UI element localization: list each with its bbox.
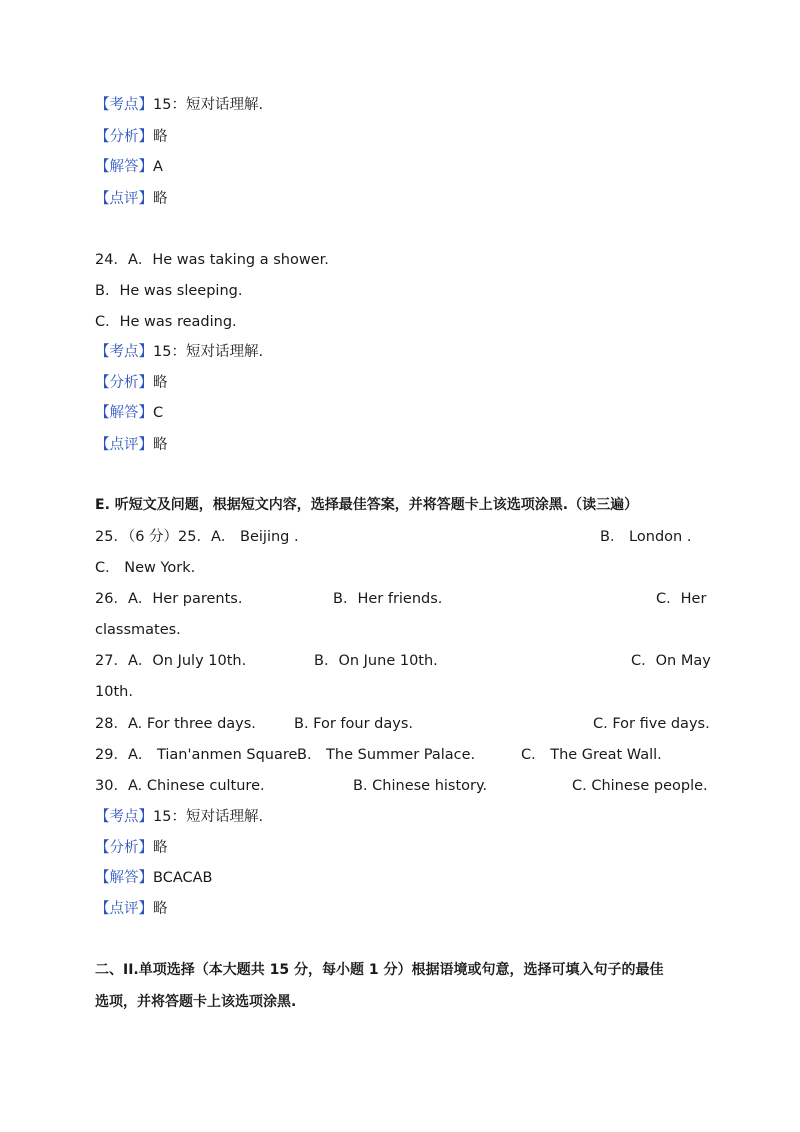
q25-option-a: 25．（6 分）25．A． Beijing . bbox=[95, 529, 299, 545]
kaodian-line bbox=[95, 95, 263, 115]
fenxi-text: 略 bbox=[153, 840, 168, 856]
jieda-line bbox=[95, 157, 163, 177]
section-2-heading-line1: 二、II.单项选择（本大题共 15 分，每小题 1 分）根据语境或句意，选择可填入句子的最佳 bbox=[95, 962, 664, 978]
kaodian-text: 15：短对话理解. bbox=[153, 344, 264, 360]
jieda-tag: 【解答】 bbox=[95, 405, 153, 421]
q26-option-c: C．Her bbox=[656, 591, 707, 607]
q30-option-b: B. Chinese history. bbox=[353, 778, 488, 794]
q29-option-b: B． The Summer Palace. bbox=[297, 747, 476, 763]
q29-option-a: 29．A． Tian'anmen Square. bbox=[95, 747, 303, 763]
q25-option-b: B． London . bbox=[600, 529, 692, 545]
kaodian-tag: 【考点】 bbox=[95, 97, 153, 113]
section-2-heading-line2: 选项，并将答题卡上该选项涂黑. bbox=[95, 994, 297, 1010]
q25-option-c: C． New York. bbox=[95, 560, 196, 576]
dianping-text: 略 bbox=[153, 437, 168, 453]
jieda-tag: 【解答】 bbox=[95, 870, 153, 886]
e-kaodian-line bbox=[95, 807, 263, 827]
fenxi-tag: 【分析】 bbox=[95, 840, 153, 856]
q26-option-a: 26．A．Her parents. bbox=[95, 591, 243, 607]
dianping-line bbox=[95, 189, 168, 209]
e-fenxi-line bbox=[95, 838, 168, 858]
q24-jieda-line bbox=[95, 403, 163, 423]
q29-option-c: C． The Great Wall. bbox=[521, 747, 662, 763]
q28-option-a: 28．A. For three days. bbox=[95, 716, 256, 732]
kaodian-text: 15：短对话理解. bbox=[153, 809, 264, 825]
q27-option-b: B．On June 10th. bbox=[314, 653, 438, 669]
q24-option-a: 24．A．He was taking a shower. bbox=[95, 252, 329, 268]
jieda-text: C bbox=[153, 405, 164, 421]
dianping-text: 略 bbox=[153, 191, 168, 207]
jieda-tag: 【解答】 bbox=[95, 159, 153, 175]
fenxi-text: 略 bbox=[153, 129, 168, 145]
q24-dianping-line bbox=[95, 435, 168, 455]
q28-option-b: B. For four days. bbox=[294, 716, 414, 732]
q27-option-a: 27．A．On July 10th. bbox=[95, 653, 247, 669]
kaodian-tag: 【考点】 bbox=[95, 344, 153, 360]
fenxi-text: 略 bbox=[153, 375, 168, 391]
fenxi-tag: 【分析】 bbox=[95, 129, 153, 145]
kaodian-text: 15：短对话理解. bbox=[153, 97, 264, 113]
q24-kaodian-line bbox=[95, 342, 263, 362]
kaodian-tag: 【考点】 bbox=[95, 809, 153, 825]
dianping-tag: 【点评】 bbox=[95, 191, 153, 207]
q27-option-c: C．On May bbox=[631, 653, 711, 669]
e-dianping-line bbox=[95, 899, 168, 919]
q28-option-c: C. For five days. bbox=[593, 716, 710, 732]
dianping-tag: 【点评】 bbox=[95, 901, 153, 917]
q24-option-c: C．He was reading. bbox=[95, 314, 237, 330]
q26-option-b: B．Her friends. bbox=[333, 591, 443, 607]
jieda-text: BCACAB bbox=[153, 870, 213, 886]
fenxi-line bbox=[95, 127, 168, 147]
dianping-text: 略 bbox=[153, 901, 168, 917]
q26-option-c-cont: classmates. bbox=[95, 622, 181, 638]
dianping-tag: 【点评】 bbox=[95, 437, 153, 453]
q30-option-a: 30．A. Chinese culture. bbox=[95, 778, 265, 794]
section-e-heading: E. 听短文及问题，根据短文内容，选择最佳答案，并将答题卡上该选项涂黑.（读三遍） bbox=[95, 497, 639, 513]
q24-fenxi-line bbox=[95, 373, 168, 393]
jieda-text: A bbox=[153, 159, 163, 175]
e-jieda-line bbox=[95, 868, 212, 888]
q27-option-c-cont: 10th. bbox=[95, 684, 133, 700]
q24-option-b: B．He was sleeping. bbox=[95, 283, 243, 299]
fenxi-tag: 【分析】 bbox=[95, 375, 153, 391]
q30-option-c: C. Chinese people. bbox=[572, 778, 708, 794]
